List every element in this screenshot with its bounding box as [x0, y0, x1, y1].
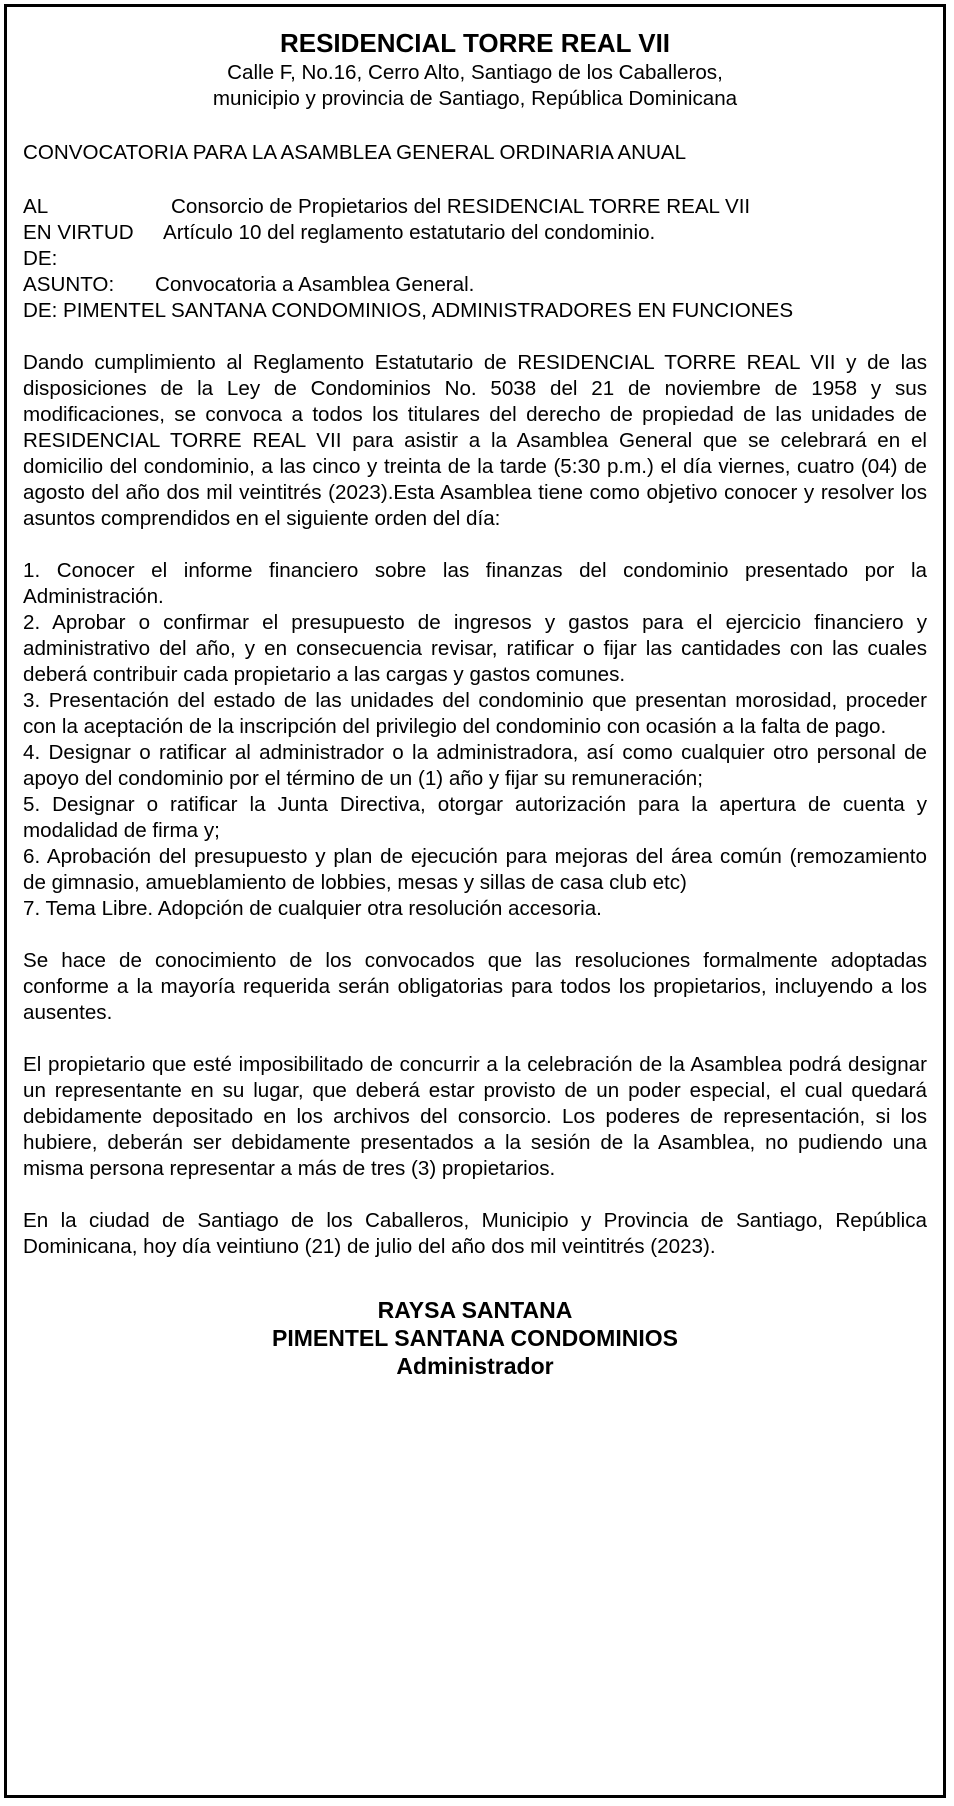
- agenda-item: 5. Designar o ratificar la Junta Directiva, otorgar autorización para la apertura de cuenta y modalidad de firma y;: [23, 793, 927, 842]
- agenda-item: 3. Presentación del estado de las unidades del condominio que presentan morosidad, proceder con la aceptación de la inscripción del privilegio del condominio con ocasión a la falta de pago.: [23, 689, 927, 738]
- memo-row-virtud: [23, 220, 927, 272]
- signer-company: PIMENTEL SANTANA CONDOMINIOS: [272, 1325, 678, 1351]
- agenda-item: 6. Aprobación del presupuesto y plan de ejecución para mejoras del área común (remozamiento de gimnasio, amueblamiento de lobbies, mesas y sillas de casa club etc): [23, 845, 927, 894]
- signer-name: RAYSA SANTANA: [377, 1297, 573, 1323]
- de-line: DE: PIMENTEL SANTANA CONDOMINIOS, ADMINISTRADORES EN FUNCIONES: [23, 299, 794, 322]
- document-title: RESIDENCIAL TORRE REAL VII: [279, 28, 671, 58]
- header: [23, 26, 927, 112]
- al-value: Consorcio de Propietarios del RESIDENCIAL TORRE REAL VII: [171, 195, 751, 218]
- address-line-1: Calle F, No.16, Cerro Alto, Santiago de los Caballeros,: [227, 61, 723, 84]
- memo-row-asunto: [23, 272, 927, 298]
- intro-paragraph: Dando cumplimiento al Reglamento Estatutario de RESIDENCIAL TORRE REAL VII y de las disposiciones de la Ley de Condominios No. 5038 del 21 de noviembre de 1958 y sus modificaciones, se convoca a todos los titulares del derecho de propiedad de las unidades de RESIDENCIAL TORRE REAL VII para asistir a la Asamblea General que se celebrará en el domicilio del condominio, a las cinco y treinta de la tarde (5:30 p.m.) el día viernes, cuatro (04) de agosto del año dos mil veintitrés (2023).Esta Asamblea tiene como objetivo conocer y resolver los asuntos comprendidos en el siguiente orden del día:: [23, 351, 927, 530]
- signer-role: Administrador: [396, 1353, 554, 1379]
- address-line-2: municipio y provincia de Santiago, República Dominicana: [212, 87, 738, 110]
- agenda-item: 1. Conocer el informe financiero sobre las finanzas del condominio presentado por la Administración.: [23, 559, 927, 608]
- virtud-label: EN VIRTUD DE:: [23, 221, 134, 270]
- resoluciones-paragraph: Se hace de conocimiento de los convocados que las resoluciones formalmente adoptadas conforme a la mayoría requerida serán obligatorias para todos los propietarios, incluyendo a los ausentes.: [23, 949, 927, 1024]
- signature-block: [23, 1296, 927, 1380]
- agenda-item: 2. Aprobar o confirmar el presupuesto de ingresos y gastos para el ejercicio financiero y administrativo del año, y en consecuencia revisar, ratificar o fijar las cantidades con las cuales deberá contribuir cada propietario a las cargas y gastos comunes.: [23, 611, 927, 686]
- memo-header: [23, 194, 927, 324]
- memo-row-al: [23, 194, 927, 220]
- notice-content: [23, 26, 927, 1380]
- convocatoria-heading: CONVOCATORIA PARA LA ASAMBLEA GENERAL ORDINARIA ANUAL: [23, 141, 687, 164]
- asunto-value: Convocatoria a Asamblea General.: [155, 273, 475, 296]
- agenda-item: 4. Designar o ratificar al administrador o la administradora, así como cualquier otro personal de apoyo del condominio por el término de un (1) año y fijar su remuneración;: [23, 741, 927, 790]
- fecha-paragraph: En la ciudad de Santiago de los Caballeros, Municipio y Provincia de Santiago, República Dominicana, hoy día veintiuno (21) de julio del año dos mil veintitrés (2023).: [23, 1209, 927, 1258]
- agenda-list: [23, 558, 927, 922]
- virtud-value: Artículo 10 del reglamento estatutario del condominio.: [163, 221, 656, 244]
- agenda-item: 7. Tema Libre. Adopción de cualquier otra resolución accesoria.: [23, 897, 602, 920]
- representante-paragraph: El propietario que esté imposibilitado de concurrir a la celebración de la Asamblea podrá designar un representante en su lugar, que deberá estar provisto de un poder especial, el cual quedará debidamente depositado en los archivos del consorcio. Los poderes de representación, si los hubiere, deberán ser debidamente presentados a la sesión de la Asamblea, no pudiendo una misma persona representar a más de tres (3) propietarios.: [23, 1053, 927, 1180]
- asunto-label: ASUNTO:: [23, 273, 115, 296]
- al-label: AL: [23, 195, 49, 218]
